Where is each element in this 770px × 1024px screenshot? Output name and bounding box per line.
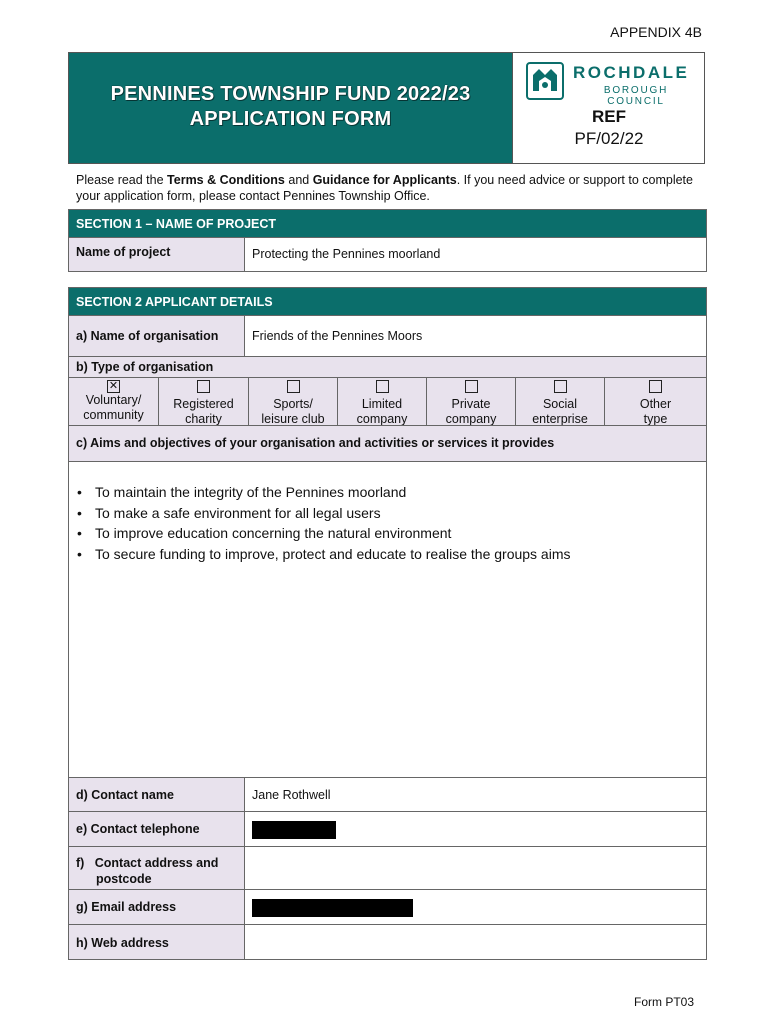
- org-type-label-line1: Private: [451, 397, 491, 411]
- org-type-option[interactable]: [605, 378, 707, 428]
- web-address-field[interactable]: [245, 925, 707, 960]
- title-panel: [69, 53, 512, 163]
- section1-table: [68, 209, 707, 272]
- org-type-label-line2: community: [83, 408, 144, 422]
- redaction-block: [252, 899, 413, 917]
- section1-heading: SECTION 1 – NAME OF PROJECT: [69, 210, 707, 238]
- org-type-label-line2: enterprise: [532, 412, 588, 426]
- org-type-label-line2: charity: [185, 412, 222, 426]
- intro-text: [76, 172, 696, 204]
- aims-list: [75, 482, 699, 564]
- org-type-option[interactable]: [516, 378, 605, 428]
- org-type-label-line2: type: [643, 412, 668, 426]
- org-type-option[interactable]: [427, 378, 516, 428]
- org-type-label-line2: company: [356, 412, 408, 426]
- email-label: g) Email address: [69, 890, 245, 925]
- form-header: [68, 52, 705, 164]
- intro-part: . If you need advice or support to complete your application form, please contact Pennines Township Office.: [76, 173, 693, 203]
- checkbox-icon[interactable]: [287, 380, 300, 393]
- contact-phone-field[interactable]: [245, 812, 707, 847]
- contact-address-field[interactable]: [245, 847, 707, 890]
- org-type-option[interactable]: [338, 378, 427, 428]
- terms-link-text: Terms & Conditions: [167, 173, 285, 187]
- appendix-label: APPENDIX 4B: [610, 24, 702, 40]
- aims-list-item: • To secure funding to improve, protect and educate to realise the groups aims: [75, 544, 699, 565]
- guidance-link-text: Guidance for Applicants: [312, 173, 457, 187]
- project-name-field[interactable]: Protecting the Pennines moorland: [245, 238, 707, 272]
- aims-list-item: • To maintain the integrity of the Pennines moorland: [75, 482, 699, 503]
- council-logo: [525, 59, 699, 107]
- checkbox-icon[interactable]: [465, 380, 478, 393]
- contact-name-field[interactable]: Jane Rothwell: [245, 778, 707, 812]
- intro-part: and: [284, 173, 313, 187]
- council-crest-icon: [525, 61, 565, 101]
- aims-label: c) Aims and objectives of your organisation and activities or services it provides: [69, 426, 707, 462]
- contact-phone-label: e) Contact telephone: [69, 812, 245, 847]
- org-type-label-line1: Registered: [173, 397, 234, 411]
- org-type-label-line1: Social: [542, 397, 578, 411]
- checkbox-icon[interactable]: [376, 380, 389, 393]
- section2-table: [68, 287, 707, 378]
- aims-table: [68, 425, 707, 960]
- org-name-field[interactable]: Friends of the Pennines Moors: [245, 316, 707, 357]
- org-name-label: a) Name of organisation: [69, 316, 245, 357]
- form-title-line1: PENNINES TOWNSHIP FUND 2022/23: [110, 83, 471, 105]
- checkbox-icon[interactable]: [197, 380, 210, 393]
- org-type-label-line1: Sports/: [273, 397, 313, 411]
- section2-heading: SECTION 2 APPLICANT DETAILS: [69, 288, 707, 316]
- contact-address-label-line1: f) Contact address and: [76, 856, 219, 870]
- form-title-line2: APPLICATION FORM: [189, 108, 392, 130]
- contact-address-label-line2: postcode: [96, 872, 152, 886]
- project-name-label: Name of project: [69, 238, 245, 272]
- contact-address-label: [69, 847, 245, 890]
- intro-part: Please read the: [76, 173, 168, 187]
- checkbox-icon[interactable]: [554, 380, 567, 393]
- org-type-label: b) Type of organisation: [69, 357, 707, 378]
- org-type-label-line1: Other: [639, 397, 672, 411]
- org-type-option[interactable]: [249, 378, 338, 428]
- aims-field[interactable]: [69, 462, 707, 778]
- logo-subtitle: BOROUGH COUNCIL: [603, 85, 669, 107]
- aims-list-item: • To make a safe environment for all legal users: [75, 503, 699, 524]
- form-code: Form PT03: [633, 995, 694, 1009]
- email-field[interactable]: [245, 890, 707, 925]
- ref-panel: [512, 53, 705, 163]
- contact-name-label: d) Contact name: [69, 778, 245, 812]
- redaction-block: [252, 821, 336, 839]
- checked-box-icon[interactable]: ✕: [108, 380, 119, 392]
- org-type-label-line2: company: [445, 412, 497, 426]
- aims-list-item: • To improve education concerning the natural environment: [75, 523, 699, 544]
- org-type-label-line1: Voluntary/: [85, 393, 142, 407]
- ref-value: PF/02/22: [574, 129, 644, 148]
- org-type-label-line1: Limited: [361, 397, 403, 411]
- checkbox-icon[interactable]: [649, 380, 662, 393]
- org-type-option[interactable]: [69, 378, 159, 428]
- org-type-table: [68, 377, 707, 428]
- org-type-label-line2: leisure club: [261, 412, 325, 426]
- web-address-label: h) Web address: [69, 925, 245, 960]
- ref-label: REF: [592, 107, 626, 126]
- logo-title: ROCHDALE: [573, 63, 690, 82]
- org-type-option[interactable]: [159, 378, 249, 428]
